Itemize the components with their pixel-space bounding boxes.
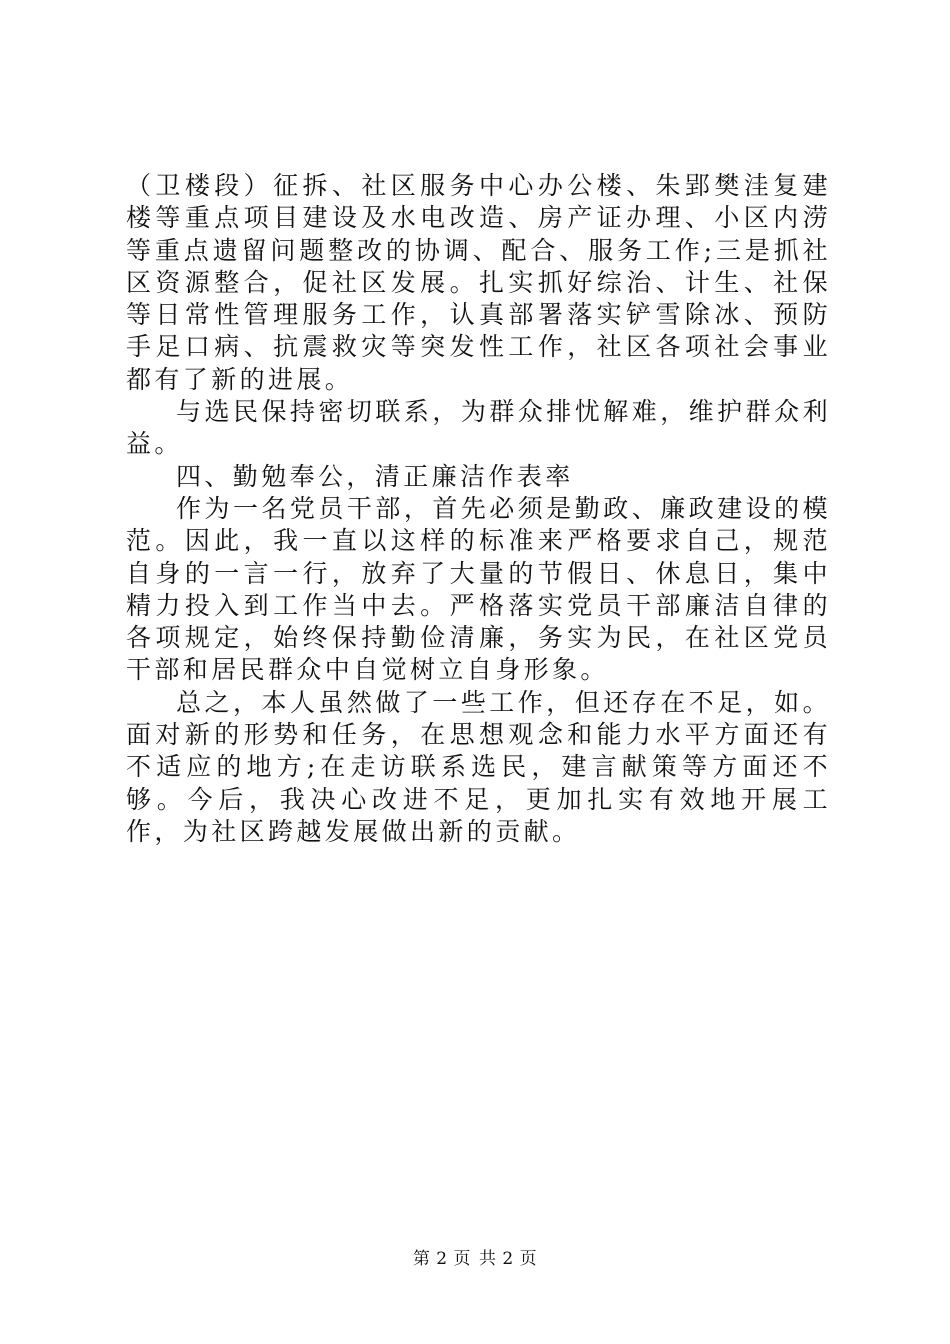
- paragraph-integrity: 作为一名党员干部，首先必须是勤政、廉政建设的模范。因此，我一直以这样的标准来严格要求自己，规范自身的一言一行，放弃了大量的节假日、休息日，集中精力投入到工作当中去。严格落实党员干部廉洁自律的各项规定，始终保持勤俭清廉，务实为民，在社区党员干部和居民群众中自觉树立自身形象。: [126, 493, 831, 685]
- paragraph-summary: 总之，本人虽然做了一些工作，但还存在不足，如。面对新的形势和任务，在思想观念和能力水平方面还有不适应的地方;在走访联系选民，建言献策等方面还不够。今后，我决心改进不足，更加扎实有效地开展工作，为社区跨越发展做出新的贡献。: [126, 687, 831, 846]
- page-total: 共 2 页: [479, 1249, 538, 1269]
- document-body: [126, 170, 831, 848]
- page-number: 第 2 页: [412, 1249, 471, 1269]
- page-footer: [0, 1244, 950, 1269]
- paragraph-continuation: （卫楼段）征拆、社区服务中心办公楼、朱郢樊洼复建楼等重点项目建设及水电改造、房产证办理、小区内涝等重点遗留问题整改的协调、配合、服务工作;三是抓社区资源整合，促社区发展。扎实抓好综治、计生、社保等日常性管理服务工作，认真部署落实铲雪除冰、预防手足口病、抗震救灾等突发性工作，社区各项社会事业都有了新的进展。: [126, 171, 831, 394]
- paragraph-voter-contact: 与选民保持密切联系，为群众排忧解难，维护群众利益。: [126, 397, 831, 459]
- section-heading: 四、勤勉奉公，清正廉洁作表率: [176, 461, 574, 491]
